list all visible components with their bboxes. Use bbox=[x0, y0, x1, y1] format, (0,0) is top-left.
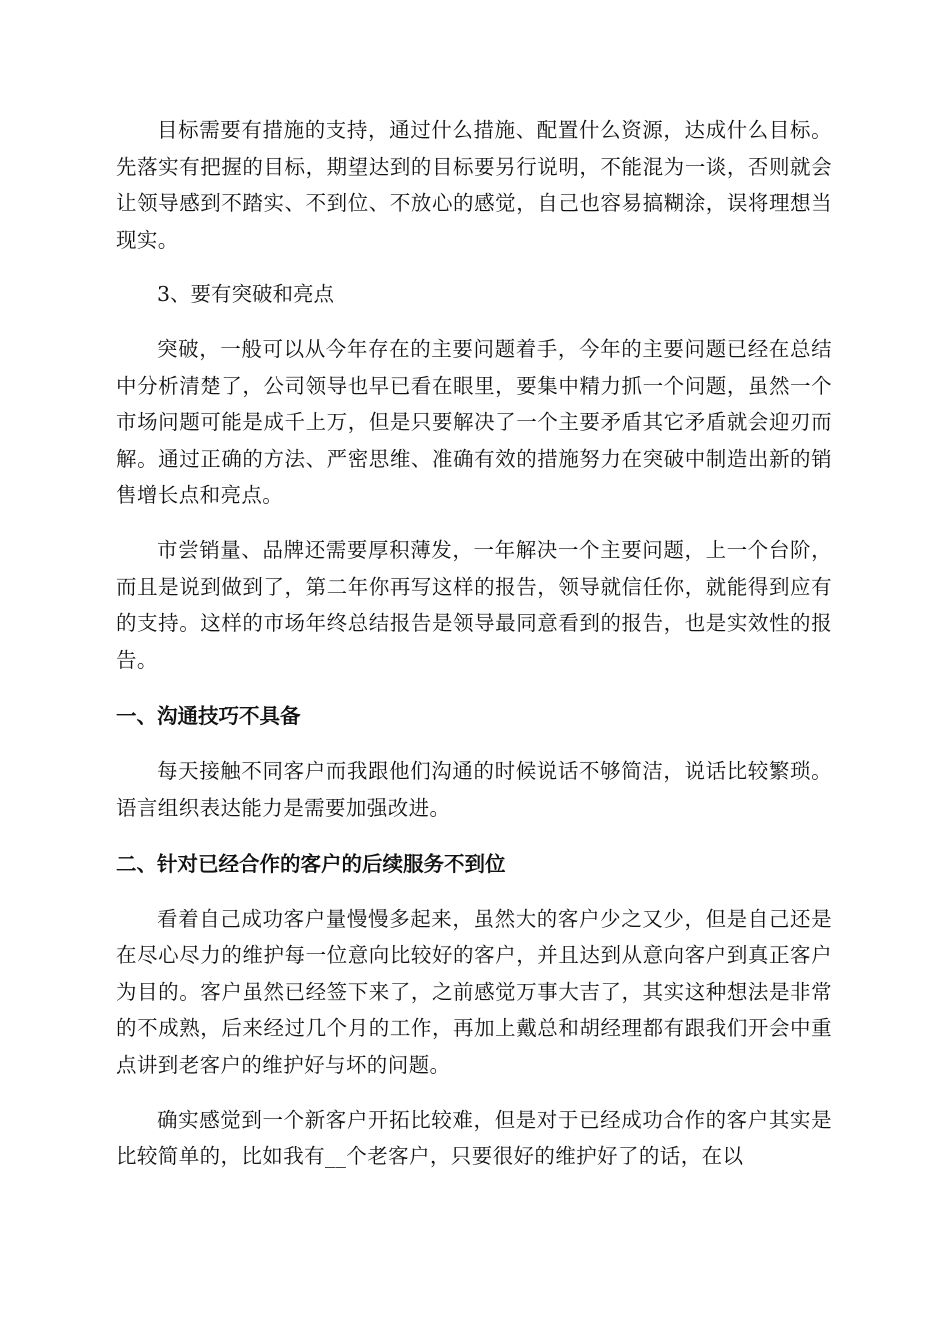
document-page bbox=[116, 112, 832, 1175]
paragraph-existing-clients: 确实感觉到一个新客户开拓比较难，但是对于已经成功合作的客户其实是比较简单的，比如我有__个老客户，只要很好的维护好了的话，在以 bbox=[116, 1107, 832, 1169]
paragraph-targets-measures: 目标需要有措施的支持，通过什么措施、配置什么资源，达成什么目标。先落实有把握的目标，期望达到的目标要另行说明，不能混为一谈，否则就会让领导感到不踏实、不到位、不放心的感觉，自己也容易搞糊涂，误将理想当现实。 bbox=[116, 118, 832, 252]
paragraph-market-sales: 市尝销量、品牌还需要厚积薄发，一年解决一个主要问题，上一个台阶，而且是说到做到了，第二年你再写这样的报告，领导就信任你，就能得到应有的支持。这样的市场年终总结报告是领导最同意看到的报告，也是实效性的报告。 bbox=[116, 537, 832, 672]
paragraph-client-maintenance: 看着自己成功客户量慢慢多起来，虽然大的客户少之又少，但是自己还是在尽心尽力的维护每一位意向比较好的客户，并且达到从意向客户到真正客户为目的。客户虽然已经签下来了，之前感觉万事大吉了，其实这种想法是非常的不成熟，后来经过几个月的工作，再加上戴总和胡经理都有跟我们开会中重点讲到老客户的维护好与坏的问题。 bbox=[116, 906, 832, 1078]
subheading-breakthrough: 3、要有突破和亮点 bbox=[157, 282, 335, 307]
heading-followup-service: 二、针对已经合作的客户的后续服务不到位 bbox=[116, 852, 506, 877]
paragraph-breakthrough: 突破，一般可以从今年存在的主要问题着手，今年的主要问题已经在总结中分析清楚了，公司领导也早已看在眼里，要集中精力抓一个问题，虽然一个市场问题可能是成千上万，但是只要解决了一个主要矛盾其它矛盾就会迎刃而解。通过正确的方法、严密思维、准确有效的措施努力在突破中制造出新的销售增长点和亮点。 bbox=[116, 336, 832, 508]
paragraph-communication: 每天接触不同客户而我跟他们沟通的时候说话不够简洁，说话比较繁琐。语言组织表达能力是需要加强改进。 bbox=[116, 758, 832, 820]
heading-communication-skills: 一、沟通技巧不具备 bbox=[116, 704, 301, 729]
